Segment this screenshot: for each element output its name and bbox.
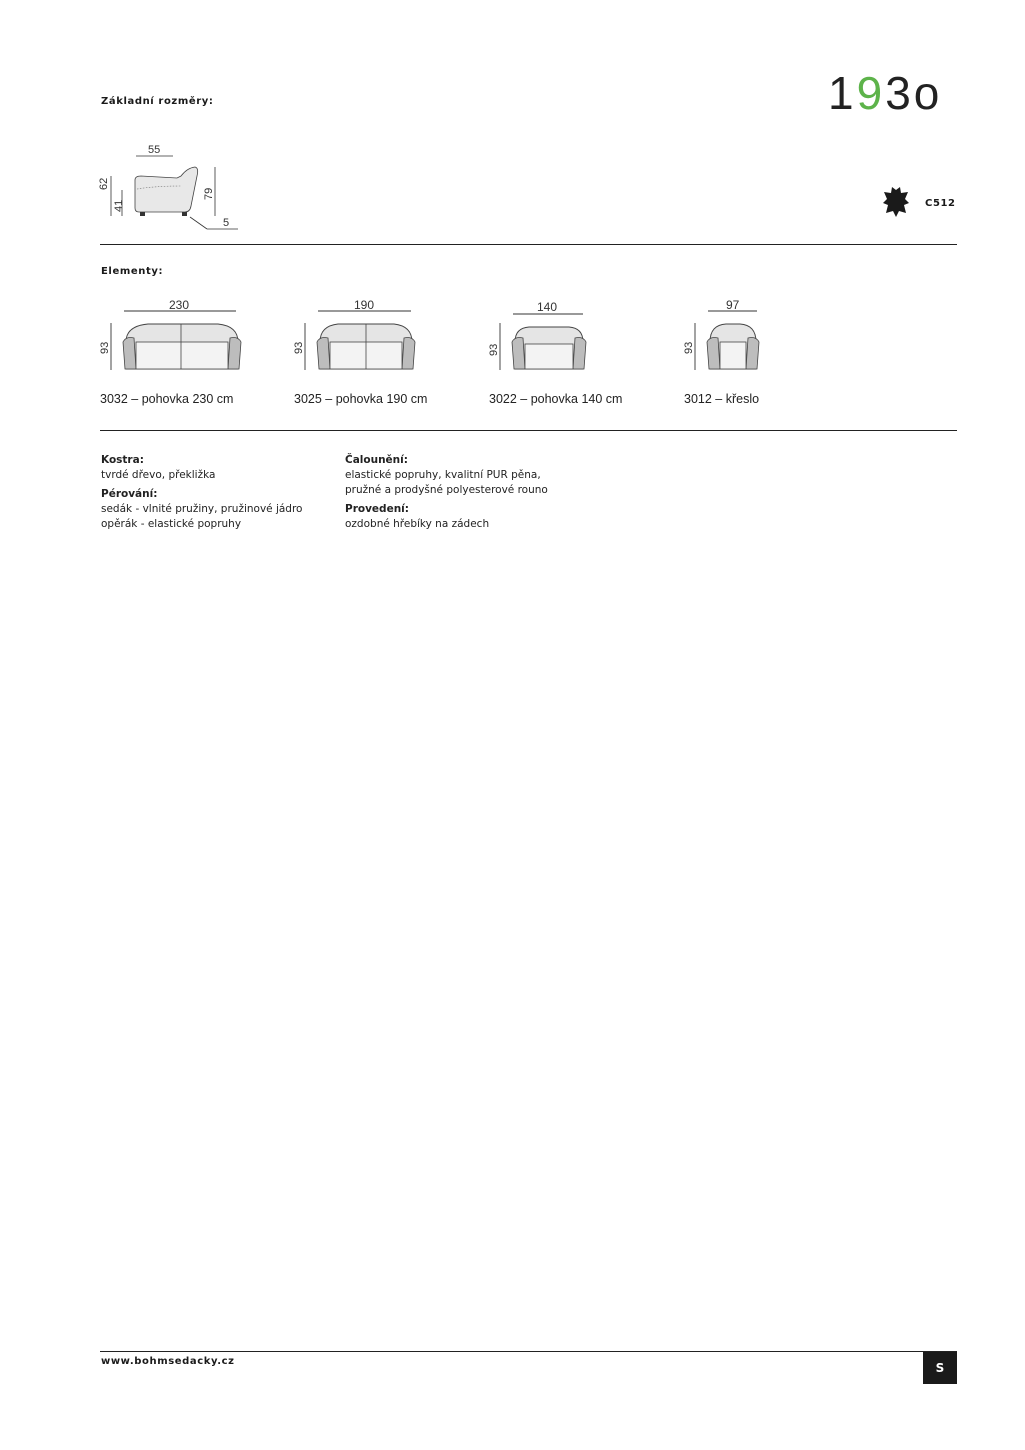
element-caption: 3022 – pohovka 140 cm <box>489 392 623 406</box>
leather-hide-icon <box>882 186 910 222</box>
specs-left-column <box>101 453 331 532</box>
element-width-label: 97 <box>726 298 740 312</box>
element-height-label: 93 <box>293 341 305 354</box>
page-badge: S <box>923 1352 957 1384</box>
element-sofa-230 <box>98 296 248 376</box>
element-sofa-190 <box>292 296 422 376</box>
logo-digit-3: 3 <box>885 67 914 119</box>
section-title-elements: Elementy: <box>101 266 164 277</box>
element-width-label: 230 <box>169 298 190 312</box>
logo-digit-9: 9 <box>856 67 886 119</box>
seat-height-label: 41 <box>113 199 125 212</box>
element-height-label: 93 <box>488 343 500 356</box>
spec-upholstery-value-1: elastické popruhy, kvalitní PUR pěna, <box>345 469 541 481</box>
spec-frame-label: Kostra: <box>101 454 144 466</box>
divider-footer <box>100 1351 957 1352</box>
brand-logo-1930 <box>828 67 943 119</box>
spec-upholstery-value-2: pružné a prodyšné polyesterové rouno <box>345 484 548 496</box>
spec-finish-value: ozdobné hřebíky na zádech <box>345 518 490 530</box>
element-sofa-140 <box>487 296 597 376</box>
element-caption: 3012 – křeslo <box>684 392 760 406</box>
footer-website-link[interactable]: www.bohmsedacky.cz <box>101 1356 235 1367</box>
foot-label: 5 <box>223 217 230 229</box>
side-view-drawing <box>95 140 255 235</box>
depth-label: 55 <box>148 144 161 156</box>
spec-springs-value-2: opěrák - elastické popruhy <box>101 518 242 530</box>
spec-finish-label: Provedení: <box>345 503 409 515</box>
element-height-label: 93 <box>683 341 695 354</box>
spec-springs-label: Pérování: <box>101 488 158 500</box>
divider-middle <box>100 430 957 431</box>
divider-top <box>100 244 957 245</box>
logo-digit-1: 1 <box>828 67 857 119</box>
element-height-label: 93 <box>99 341 111 354</box>
logo-digit-0: o <box>913 67 943 119</box>
element-armchair-97 <box>682 296 762 376</box>
element-width-label: 190 <box>354 298 375 312</box>
back-height-label: 79 <box>203 187 215 200</box>
element-caption: 3025 – pohovka 190 cm <box>294 392 428 406</box>
side-view-svg <box>95 140 255 235</box>
spec-springs-value-1: sedák - vlnité pružiny, pružinové jádro <box>101 503 303 515</box>
spec-upholstery-label: Čalounění: <box>345 454 408 466</box>
material-code: C512 <box>925 198 956 209</box>
specs-right-column <box>345 453 605 532</box>
section-title-basic-dimensions: Základní rozměry: <box>101 96 214 107</box>
total-height-label: 62 <box>98 177 110 190</box>
element-width-label: 140 <box>537 300 558 314</box>
element-caption: 3032 – pohovka 230 cm <box>100 392 234 406</box>
spec-frame-value: tvrdé dřevo, překližka <box>101 469 216 481</box>
